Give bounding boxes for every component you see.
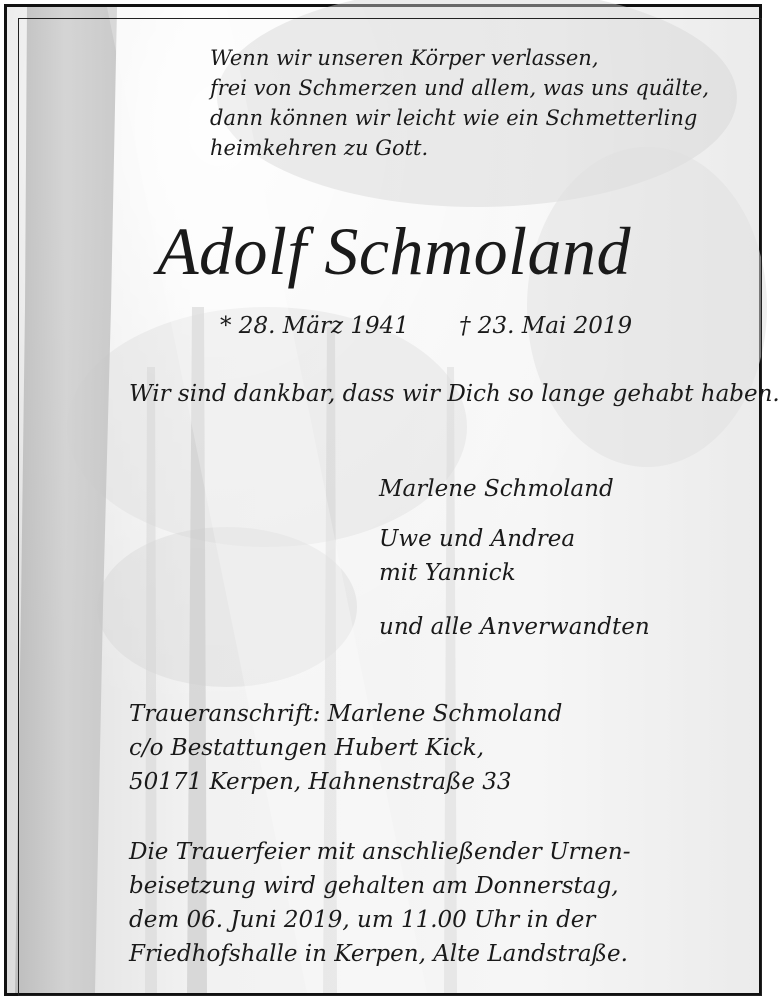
quote-text: [210, 43, 709, 163]
thanks-line: haben.: [700, 381, 780, 407]
quote-line: dann können wir leicht wie ein Schmetterling: [210, 106, 698, 130]
quote-line: heimkehren zu Gott.: [210, 136, 429, 160]
family-member: [379, 472, 614, 506]
family-line: Uwe und Andrea: [379, 526, 576, 552]
family-line: Marlene Schmoland: [379, 476, 614, 502]
thanks-line: Wir sind dankbar, dass wir Dich so lange gehabt: [129, 381, 694, 407]
family-member: [379, 610, 650, 644]
quote-line: frei von Schmerzen und allem, was uns quälte,: [210, 76, 710, 100]
outer-border: [4, 4, 780, 996]
thanks-text: [129, 377, 780, 411]
service-line: Die Trauerfeier mit anschließender Urnen-: [129, 839, 631, 865]
family-member: [379, 522, 575, 590]
mourning-address: [129, 697, 562, 799]
service-line: beisetzung wird gehalten am Donnerstag,: [129, 873, 619, 899]
service-line: dem 06. Juni 2019, um 11.00 Uhr in der: [129, 907, 596, 933]
funeral-service-info: [129, 835, 630, 971]
family-line: und alle Anverwandten: [379, 614, 650, 640]
birth-date: * 28. März 1941: [220, 313, 409, 339]
address-line: c/o Bestattungen Hubert Kick,: [129, 735, 485, 761]
address-line: 50171 Kerpen, Hahnenstraße 33: [129, 769, 512, 795]
family-line: mit Yannick: [379, 560, 516, 586]
address-line: Traueranschrift: Marlene Schmoland: [129, 701, 563, 727]
service-line: Friedhofshalle in Kerpen, Alte Landstraße.: [129, 941, 628, 967]
quote-line: Wenn wir unseren Körper verlassen,: [210, 46, 599, 70]
death-date: † 23. Mai 2019: [459, 313, 633, 339]
deceased-name: Adolf Schmoland: [157, 213, 632, 289]
